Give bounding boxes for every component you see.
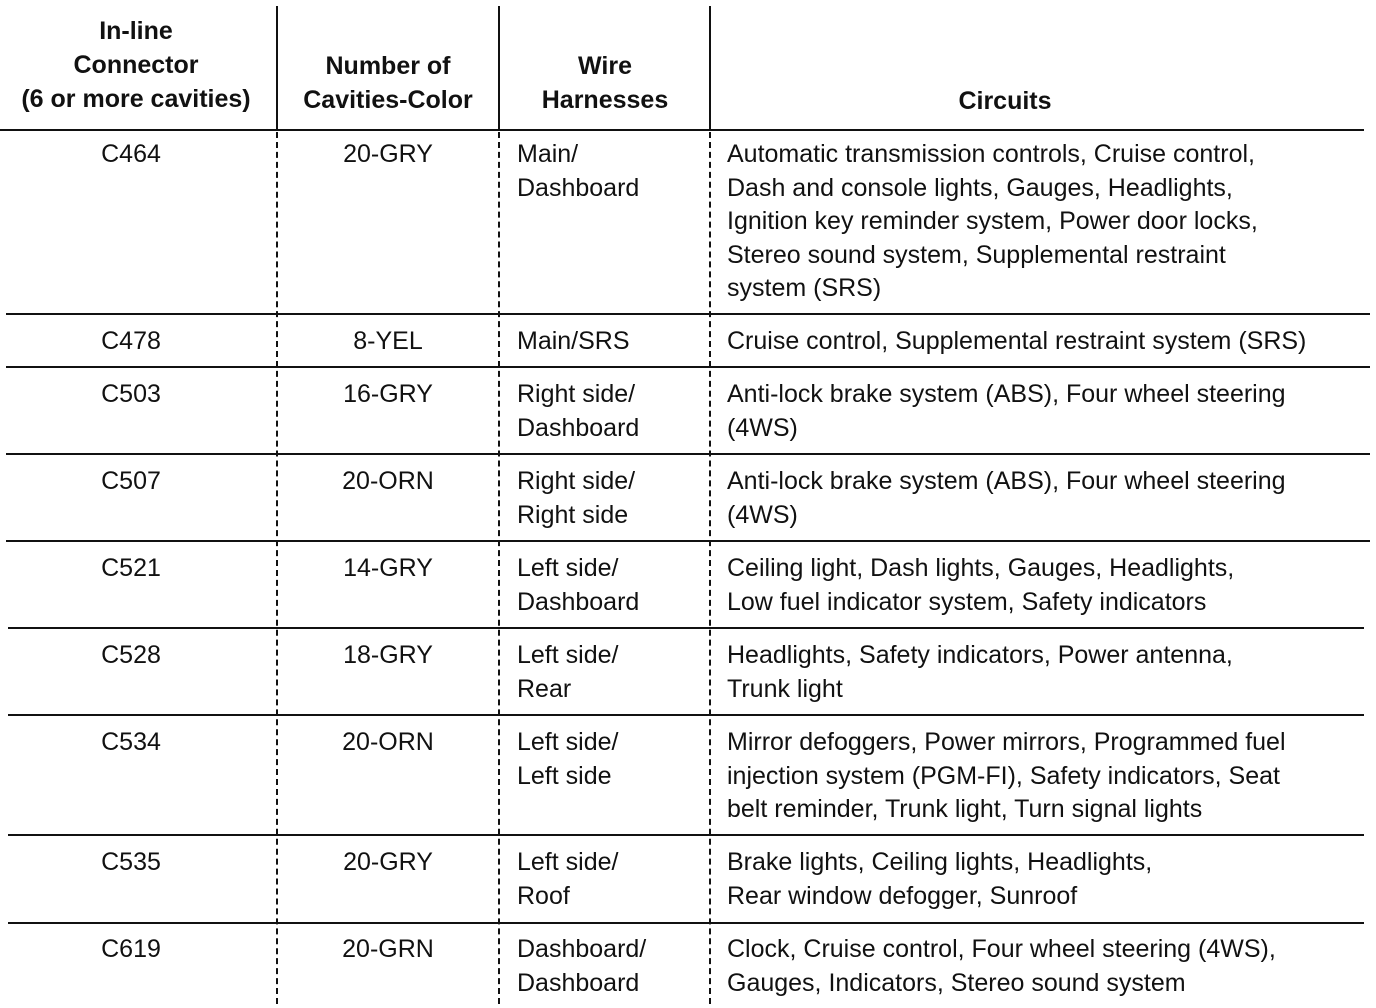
- row-9-harness-line2: Dashboard: [517, 968, 640, 997]
- row-3-circuits: [727, 378, 1286, 445]
- row-1-connector: C464: [101, 140, 161, 168]
- row-9-circuit-line1: Clock, Cruise control, Four wheel steering (4WS),: [727, 935, 1276, 963]
- row-7-circuits: [727, 726, 1286, 827]
- row-9-connector: C619: [101, 935, 161, 963]
- row-4-circuit-line1: Anti-lock brake system (ABS), Four wheel steering: [727, 467, 1286, 495]
- row-7-circuit-line2: injection system (PGM-FI), Safety indicators, Seat: [727, 761, 1280, 790]
- row-9-circuit-line2: Gauges, Indicators, Stereo sound system: [727, 968, 1186, 997]
- row-9-cavities: 20-GRN: [342, 935, 434, 963]
- header-divider-1: [276, 6, 278, 130]
- header-circuits: [712, 84, 1298, 118]
- row-4-connector: C507: [101, 467, 161, 495]
- header-connector-line3: (6 or more cavities): [21, 85, 251, 113]
- row-8-connector: C535: [101, 848, 161, 876]
- header-cavities: [278, 49, 498, 117]
- row-4-cavities: 20-ORN: [342, 467, 434, 495]
- row-1-circuit-line4: Stereo sound system, Supplemental restraint: [727, 240, 1226, 269]
- row-2-circuits: [727, 325, 1306, 359]
- header-circuits-line1: Circuits: [958, 87, 1052, 115]
- row-8-harness-line2: Roof: [517, 881, 570, 910]
- row-8-harness-line1: Left side/: [517, 848, 619, 876]
- row-1-circuit-line1: Automatic transmission controls, Cruise control,: [727, 140, 1255, 168]
- row-4-harnesses: [517, 465, 635, 532]
- header-connector: [0, 14, 272, 116]
- body-divider-3: [709, 132, 711, 1004]
- row-2-connector: C478: [101, 327, 161, 355]
- row-8-cavities: 20-GRY: [343, 848, 433, 876]
- row-5-circuit-line2: Low fuel indicator system, Safety indicators: [727, 587, 1207, 616]
- row-2-harnesses: [517, 325, 630, 359]
- row-3-circuit-line1: Anti-lock brake system (ABS), Four wheel steering: [727, 380, 1286, 408]
- row-3-harnesses: [517, 378, 639, 445]
- row-4-harness-line2: Right side: [517, 500, 629, 529]
- row-rule-1: [6, 313, 1370, 315]
- row-5-harnesses: [517, 552, 639, 619]
- row-1-harness-line1: Main/: [517, 140, 579, 168]
- row-5-harness-line1: Left side/: [517, 554, 619, 582]
- row-rule-4: [6, 540, 1370, 542]
- row-6-circuits: [727, 639, 1233, 706]
- row-6-harness-line2: Rear: [517, 674, 572, 703]
- row-7-harnesses: [517, 726, 618, 793]
- row-1-circuit-line3: Ignition key reminder system, Power door locks,: [727, 207, 1258, 235]
- row-rule-6: [8, 714, 1364, 716]
- row-1-cavities: 20-GRY: [343, 140, 433, 168]
- row-7-cavities: 20-ORN: [342, 728, 434, 756]
- row-4-circuits: [727, 465, 1286, 532]
- row-1-circuit-line5: system (SRS): [727, 274, 882, 302]
- row-3-harness-line2: Dashboard: [517, 413, 640, 442]
- row-7-harness-line2: Left side: [517, 761, 612, 790]
- row-1-harnesses: [517, 138, 639, 205]
- header-divider-3: [709, 6, 711, 130]
- row-7-circuit-line1: Mirror defoggers, Power mirrors, Programmed fuel: [727, 728, 1286, 756]
- row-1-circuits: [727, 138, 1258, 306]
- row-3-cavities: 16-GRY: [343, 380, 433, 408]
- row-4-harness-line1: Right side/: [517, 467, 636, 495]
- row-1-harness-line2: Dashboard: [517, 173, 640, 202]
- header-harnesses: [500, 49, 710, 117]
- row-rule-5: [8, 627, 1364, 629]
- row-rule-3: [6, 453, 1370, 455]
- header-cavities-line1: Number of: [325, 52, 451, 80]
- row-6-connector: C528: [101, 641, 161, 669]
- header-connector-line2: Connector: [73, 51, 199, 79]
- row-3-harness-line1: Right side/: [517, 380, 636, 408]
- row-2-cavities: 8-YEL: [353, 327, 423, 355]
- row-8-circuit-line1: Brake lights, Ceiling lights, Headlights,: [727, 848, 1153, 876]
- row-5-harness-line2: Dashboard: [517, 587, 640, 616]
- row-8-circuit-line2: Rear window defogger, Sunroof: [727, 881, 1078, 910]
- row-2-harness-line1: Main/SRS: [517, 327, 630, 355]
- body-divider-2: [498, 132, 500, 1004]
- row-7-connector: C534: [101, 728, 161, 756]
- row-3-connector: C503: [101, 380, 161, 408]
- row-9-harness-line1: Dashboard/: [517, 935, 647, 963]
- row-4-circuit-line2: (4WS): [727, 500, 798, 529]
- header-connector-line1: In-line: [99, 17, 173, 45]
- row-2-circuit-line1: Cruise control, Supplemental restraint system (SRS): [727, 327, 1307, 355]
- row-5-circuits: [727, 552, 1234, 619]
- row-3-circuit-line2: (4WS): [727, 413, 798, 442]
- header-harnesses-line2: Harnesses: [541, 86, 669, 114]
- row-1-circuit-line2: Dash and console lights, Gauges, Headlights,: [727, 173, 1233, 202]
- row-5-circuit-line1: Ceiling light, Dash lights, Gauges, Headlights,: [727, 554, 1235, 582]
- row-8-circuits: [727, 846, 1152, 913]
- row-rule-7: [8, 834, 1364, 836]
- header-cavities-line2: Cavities-Color: [303, 86, 473, 114]
- row-6-cavities: 18-GRY: [343, 641, 433, 669]
- row-7-circuit-line3: belt reminder, Trunk light, Turn signal lights: [727, 795, 1203, 823]
- row-6-harness-line1: Left side/: [517, 641, 619, 669]
- row-9-harnesses: [517, 933, 646, 1000]
- row-9-circuits: [727, 933, 1276, 1000]
- row-rule-2: [6, 366, 1370, 368]
- row-7-harness-line1: Left side/: [517, 728, 619, 756]
- row-6-harnesses: [517, 639, 618, 706]
- row-rule-8: [8, 922, 1364, 924]
- header-harnesses-line1: Wire: [578, 52, 632, 80]
- header-divider-2: [498, 6, 500, 130]
- row-5-cavities: 14-GRY: [343, 554, 433, 582]
- row-5-connector: C521: [101, 554, 161, 582]
- row-6-circuit-line2: Trunk light: [727, 674, 843, 703]
- header-rule: [0, 129, 1364, 131]
- row-6-circuit-line1: Headlights, Safety indicators, Power antenna,: [727, 641, 1233, 669]
- row-8-harnesses: [517, 846, 618, 913]
